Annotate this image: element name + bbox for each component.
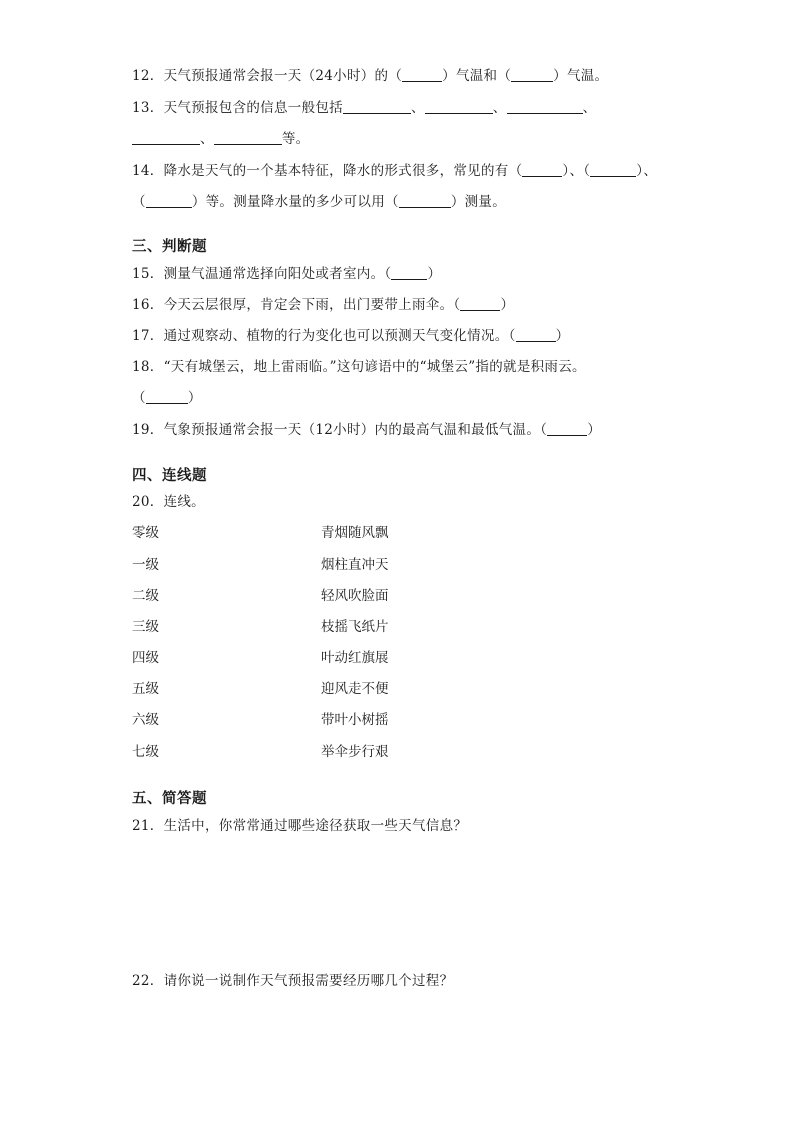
q21-answer-area[interactable] [132,842,662,962]
question-18 [132,357,586,377]
q12-text-a: 12．天气预报通常会报一天（24小时）的（ [132,68,403,84]
match-right-item[interactable]: 烟柱直冲天 [321,557,389,573]
q19-text-b: ） [587,422,602,438]
q14-text-b: ）、（ [562,163,591,179]
q14-text-d: （ [132,194,146,210]
q15-text-b: ） [427,266,442,282]
q12-blank-1[interactable] [402,67,442,82]
match-right-item[interactable]: 叶动红旗展 [321,650,389,666]
question-13-cont [132,129,309,149]
q12-text-b: ）气温和（ [442,68,512,84]
q14-blank-4[interactable] [399,193,451,208]
question-18-cont [132,388,202,408]
match-right-item[interactable]: 轻风吹脸面 [321,588,389,604]
match-left-item[interactable]: 四级 [132,650,159,666]
q18-text-c: ） [187,390,202,406]
question-14-cont [132,192,506,212]
match-right-item[interactable]: 迎风走不便 [321,681,389,697]
match-left-item[interactable]: 一级 [132,557,159,573]
q13-blank-2[interactable] [425,99,493,114]
q12-text-c: ）气温。 [553,68,609,84]
q13-blank-1[interactable] [343,99,411,114]
question-19 [132,420,601,440]
question-13 [132,98,596,118]
question-21: 21．生活中，你常常通过哪些途径获取一些天气信息？ [132,818,468,834]
q14-text-e: ）等。测量降水量的多少可以用（ [191,194,399,210]
match-right-item[interactable]: 青烟随风飘 [321,525,389,541]
q16-blank[interactable] [460,296,500,311]
q14-text-f: ）测量。 [450,194,507,210]
match-left-item[interactable]: 二级 [132,588,159,604]
q19-blank[interactable] [547,421,587,436]
q14-text-c: ）、 [636,163,658,179]
section-3-heading: 三、判断题 [132,238,207,255]
match-left-item[interactable]: 三级 [132,619,159,635]
question-12 [132,66,608,86]
q16-text-a: 16．今天云层很厚，肯定会下雨，出门要带上雨伞。（ [132,297,461,313]
q17-text-a: 17．通过观察动、植物的行为变化也可以预测天气变化情况。（ [132,328,516,344]
q13-sep-3: 、 [582,100,597,116]
question-17 [132,326,569,346]
q18-blank[interactable] [146,389,188,404]
q18-text-b: （ [132,390,146,406]
q13-text-a: 13．天气预报包含的信息一般包括 [132,100,343,116]
q18-text-a: 18．“天有城堡云，地上雷雨临。”这句谚语中的“城堡云”指的就是积雨云。 [132,359,586,375]
section-5-heading: 五、简答题 [132,790,207,807]
q13-blank-3[interactable] [507,99,583,114]
match-right-item[interactable]: 举伞步行艰 [321,744,389,760]
question-22: 22．请你说一说制作天气预报需要经历哪几个过程？ [132,973,454,989]
match-right-item[interactable]: 枝摇飞纸片 [321,619,389,635]
question-14 [132,161,657,181]
q17-text-b: ） [555,328,570,344]
q22-answer-area[interactable] [132,997,662,1107]
section-4-heading: 四、连线题 [132,467,207,484]
match-left-item[interactable]: 零级 [132,525,159,541]
match-left-item[interactable]: 六级 [132,712,159,728]
q12-blank-2[interactable] [511,67,553,82]
q17-blank[interactable] [516,327,556,342]
q13-sep-2: 、 [492,100,507,116]
q14-blank-1[interactable] [522,162,562,177]
q16-text-b: ） [500,297,515,313]
question-20-prompt: 20．连线。 [132,494,205,510]
q13-blank-4[interactable] [132,130,200,145]
match-left-item[interactable]: 五级 [132,681,159,697]
q13-sep-4: 、 [200,131,214,147]
q14-text-a: 14．降水是天气的一个基本特征，降水的形式很多，常见的有（ [132,163,523,179]
question-15 [132,264,441,284]
q19-text-a: 19．气象预报通常会报一天（12小时）内的最高气温和最低气温。（ [132,422,548,438]
question-16 [132,295,514,315]
q15-text-a: 15．测量气温通常选择向阳处或者室内。（ [132,266,392,282]
match-right-item[interactable]: 带叶小树摇 [321,712,389,728]
q13-end: 等。 [281,131,310,147]
q13-sep-1: 、 [410,100,425,116]
q14-blank-2[interactable] [590,162,636,177]
match-left-item[interactable]: 七级 [132,744,159,760]
q13-blank-5[interactable] [214,130,282,145]
q15-blank[interactable] [391,265,427,280]
q14-blank-3[interactable] [146,193,192,208]
